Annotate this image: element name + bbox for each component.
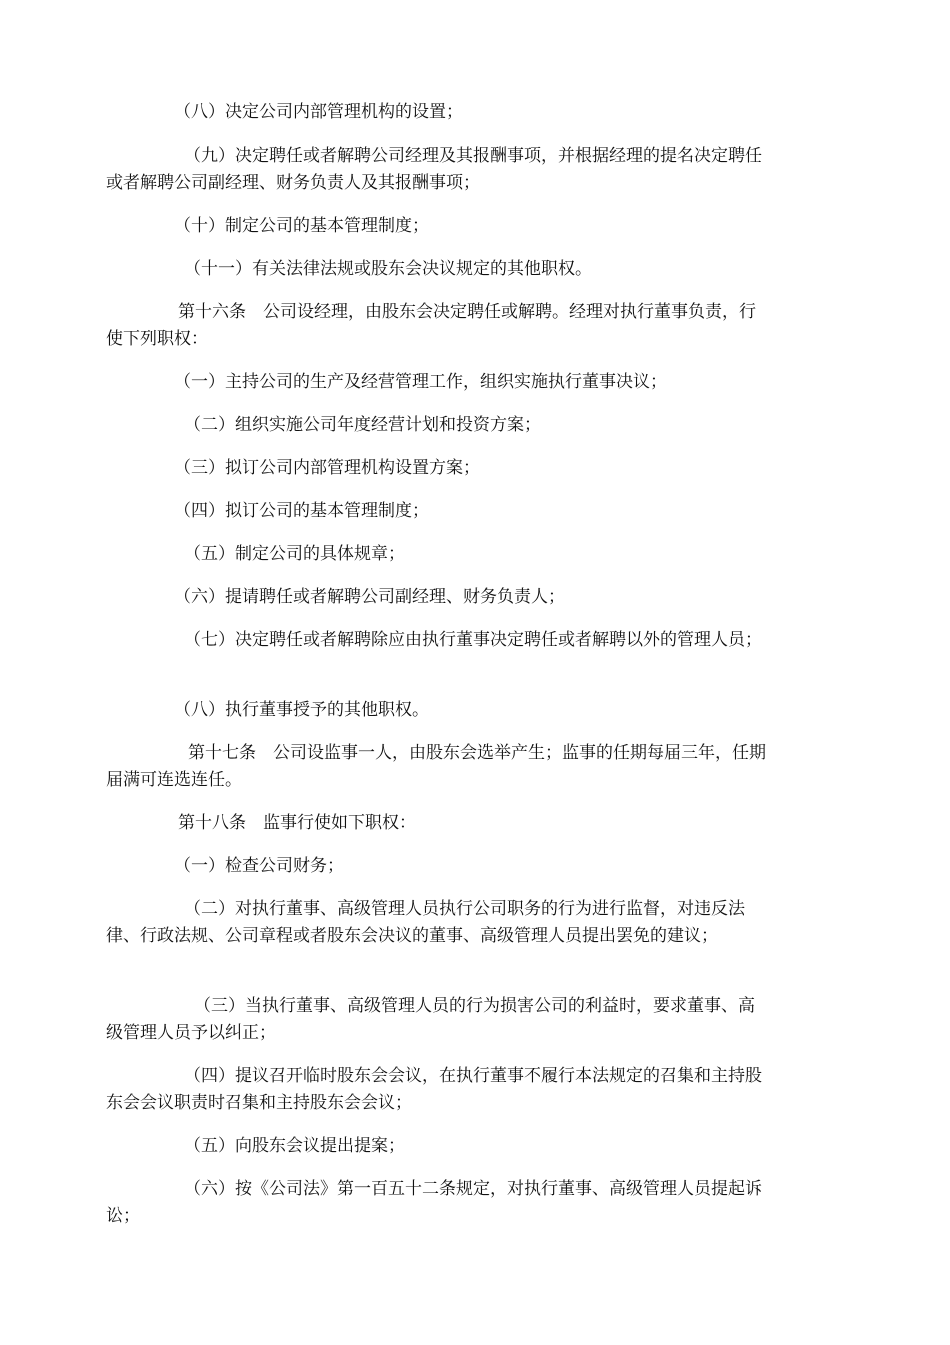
paragraph-10: （五）制定公司的具体规章； [184,544,405,564]
paragraph-13: （八）执行董事授予的其他职权。 [174,700,429,720]
paragraph-1: （八）决定公司内部管理机构的设置； [174,102,463,122]
paragraph-17: （二）对执行董事、高级管理人员执行公司职务的行为进行监督，对违反法律、行政法规、公司章程或者股东会决议的董事、高级管理人员提出罢免的建议； [106,899,745,946]
paragraph-12: （七）决定聘任或者解聘除应由执行董事决定聘任或者解聘以外的管理人员； [184,630,762,650]
paragraph-2: （九）决定聘任或者解聘公司经理及其报酬事项，并根据经理的提名决定聘任或者解聘公司副经理、财务负责人及其报酬事项； [106,146,762,193]
paragraph-4: （十一）有关法律法规或股东会决议规定的其他职权。 [184,259,592,279]
paragraph-5: 第十六条 公司设经理，由股东会决定聘任或解聘。经理对执行董事负责，行使下列职权： [106,302,756,349]
paragraph-6: （一）主持公司的生产及经营管理工作，组织实施执行董事决议； [174,372,667,392]
paragraph-16: （一）检查公司财务； [174,856,344,876]
paragraph-3: （十）制定公司的基本管理制度； [174,216,429,236]
paragraph-15: 第十八条 监事行使如下职权： [178,813,416,833]
paragraph-11: （六）提请聘任或者解聘公司副经理、财务负责人； [174,587,565,607]
paragraph-21: （六）按《公司法》第一百五十二条规定，对执行董事、高级管理人员提起诉讼； [106,1179,762,1226]
paragraph-19: （四）提议召开临时股东会会议，在执行董事不履行本法规定的召集和主持股东会会议职责时召集和主持股东会会议； [106,1066,762,1113]
paragraph-8: （三）拟订公司内部管理机构设置方案； [174,458,480,478]
paragraph-7: （二）组织实施公司年度经营计划和投资方案； [184,415,541,435]
paragraph-9: （四）拟订公司的基本管理制度； [174,501,429,521]
paragraph-20: （五）向股东会议提出提案； [184,1136,405,1156]
paragraph-18: （三）当执行董事、高级管理人员的行为损害公司的利益时，要求董事、高级管理人员予以纠正； [106,996,755,1043]
paragraph-14: 第十七条 公司设监事一人，由股东会选举产生；监事的任期每届三年，任期届满可连选连任。 [106,743,766,790]
